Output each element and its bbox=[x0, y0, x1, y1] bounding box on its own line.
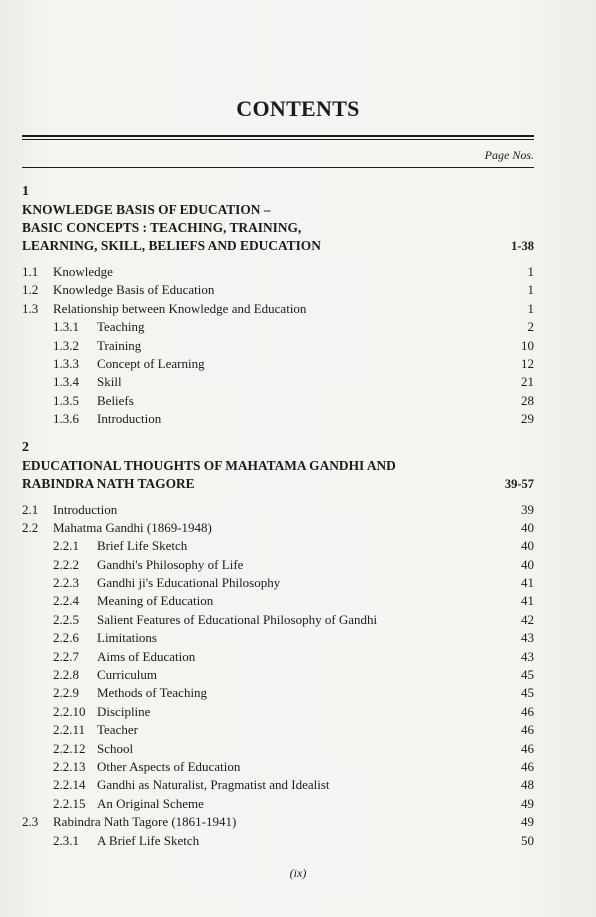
section-number: 1.3.5 bbox=[53, 392, 79, 408]
section-title: Other Aspects of Education bbox=[97, 758, 241, 774]
toc-entry[interactable] bbox=[22, 263, 534, 281]
section-page-number: 40 bbox=[521, 538, 534, 554]
section-title: Gandhi's Philosophy of Life bbox=[97, 556, 244, 572]
toc-entry[interactable] bbox=[22, 574, 534, 592]
section-title: Curriculum bbox=[97, 667, 157, 683]
section-page-number: 50 bbox=[521, 832, 534, 848]
section-number: 2.2.15 bbox=[53, 795, 86, 811]
chapter-title-line: BASIC CONCEPTS : TEACHING, TRAINING, bbox=[22, 220, 302, 235]
toc-entry[interactable] bbox=[22, 556, 534, 574]
header-rule-thin bbox=[22, 139, 534, 140]
section-page-number: 28 bbox=[521, 392, 534, 408]
section-title: A Brief Life Sketch bbox=[97, 832, 200, 848]
section-title: Gandhi as Naturalist, Pragmatist and Idealist bbox=[97, 777, 330, 793]
toc-entry[interactable] bbox=[22, 740, 534, 758]
section-page-number: 1 bbox=[527, 300, 534, 316]
toc-entry[interactable] bbox=[22, 281, 534, 299]
section-page-number: 46 bbox=[521, 722, 534, 738]
section-number: 2.2.1 bbox=[53, 538, 79, 554]
section-page-number: 46 bbox=[521, 703, 534, 719]
section-title: Knowledge bbox=[53, 264, 113, 279]
section-number: 2.2.3 bbox=[53, 575, 79, 591]
section-title: Training bbox=[97, 337, 142, 353]
toc-entry[interactable] bbox=[22, 832, 534, 850]
chapter-number: 1 bbox=[22, 184, 29, 199]
toc-entry[interactable] bbox=[22, 813, 534, 831]
section-number: 2.3 bbox=[22, 814, 39, 830]
toc-entry[interactable] bbox=[22, 684, 534, 702]
section-page-number: 21 bbox=[521, 374, 534, 390]
section-title: Skill bbox=[97, 374, 122, 390]
section-title: Limitations bbox=[97, 630, 157, 646]
section-page-number: 46 bbox=[521, 740, 534, 756]
section-title: Teacher bbox=[97, 722, 138, 738]
section-page-number: 10 bbox=[521, 337, 534, 353]
section-page-number: 49 bbox=[521, 814, 534, 830]
chapter-number: 2 bbox=[22, 439, 29, 455]
section-page-number: 1 bbox=[527, 282, 534, 298]
header-rule-bottom bbox=[22, 167, 534, 168]
chapter-2 bbox=[22, 439, 534, 850]
section-number: 1.2 bbox=[22, 282, 39, 298]
section-page-number: 12 bbox=[521, 355, 534, 371]
toc-entry[interactable] bbox=[22, 592, 534, 610]
toc-entry[interactable] bbox=[22, 392, 534, 410]
section-page-number: 41 bbox=[521, 575, 534, 591]
section-title: School bbox=[97, 740, 134, 756]
section-page-number: 40 bbox=[521, 556, 534, 572]
chapter-title-line: KNOWLEDGE BASIS OF EDUCATION – bbox=[22, 202, 271, 217]
toc-entry[interactable] bbox=[22, 519, 534, 537]
section-title: Discipline bbox=[97, 703, 151, 719]
section-page-number: 43 bbox=[521, 630, 534, 646]
toc-entry[interactable] bbox=[22, 776, 534, 794]
section-page-number: 45 bbox=[521, 667, 534, 683]
section-title: Beliefs bbox=[97, 392, 134, 408]
section-number: 2.2.7 bbox=[53, 648, 79, 664]
chapter-title-line: LEARNING, SKILL, BELIEFS AND EDUCATION bbox=[22, 238, 321, 253]
page-nos-label: Page Nos. bbox=[484, 148, 534, 162]
toc-entry[interactable] bbox=[22, 795, 534, 813]
section-number: 2.2.14 bbox=[53, 777, 86, 793]
section-title: Mahatma Gandhi (1869-1948) bbox=[53, 519, 212, 535]
section-number: 2.2.11 bbox=[53, 722, 86, 738]
section-title: An Original Scheme bbox=[97, 795, 204, 811]
section-number: 1.3 bbox=[22, 300, 39, 316]
section-number: 2.2.2 bbox=[53, 556, 79, 572]
section-page-number: 43 bbox=[521, 648, 534, 664]
toc-entry[interactable] bbox=[22, 537, 534, 555]
section-title: Introduction bbox=[53, 501, 118, 517]
section-number: 2.2.9 bbox=[53, 685, 79, 701]
section-title: Concept of Learning bbox=[97, 355, 205, 371]
chapter-title-line: EDUCATIONAL THOUGHTS OF MAHATAMA GANDHI AND bbox=[22, 457, 396, 473]
toc-entry[interactable] bbox=[22, 410, 534, 428]
chapter-title[interactable] bbox=[22, 201, 534, 255]
section-number: 1.3.2 bbox=[53, 337, 79, 353]
toc-entry[interactable] bbox=[22, 300, 534, 318]
chapter-1 bbox=[22, 183, 534, 429]
section-page-number: 29 bbox=[521, 411, 534, 427]
section-page-number: 45 bbox=[521, 685, 534, 701]
section-number: 2.2.5 bbox=[53, 611, 79, 627]
section-number: 2.2.12 bbox=[53, 740, 86, 756]
section-number: 2.3.1 bbox=[53, 832, 79, 848]
section-number: 2.2.10 bbox=[53, 703, 86, 719]
section-page-number: 49 bbox=[521, 795, 534, 811]
page-title: CONTENTS bbox=[236, 96, 360, 121]
chapter-title-line: RABINDRA NATH TAGORE bbox=[22, 475, 195, 491]
section-page-number: 39 bbox=[521, 501, 534, 517]
header-rule-thick bbox=[22, 135, 534, 137]
table-of-contents bbox=[22, 183, 534, 850]
toc-entry[interactable] bbox=[22, 703, 534, 721]
toc-entry[interactable] bbox=[22, 501, 534, 519]
chapter-title[interactable] bbox=[22, 457, 534, 493]
section-number: 1.3.3 bbox=[53, 355, 79, 371]
chapter-page-range: 1-38 bbox=[511, 239, 534, 253]
section-title: Meaning of Education bbox=[97, 593, 214, 609]
section-number: 1.3.4 bbox=[53, 374, 79, 390]
section-number: 2.2 bbox=[22, 519, 39, 535]
toc-entry[interactable] bbox=[22, 721, 534, 739]
section-page-number: 41 bbox=[521, 593, 534, 609]
section-number: 2.2.8 bbox=[53, 667, 79, 683]
section-page-number: 42 bbox=[521, 611, 534, 627]
toc-entry[interactable] bbox=[22, 648, 534, 666]
section-title: Aims of Education bbox=[97, 648, 196, 664]
section-title: Rabindra Nath Tagore (1861-1941) bbox=[53, 814, 237, 830]
toc-entry[interactable] bbox=[22, 373, 534, 391]
section-number: 2.2.4 bbox=[53, 593, 79, 609]
section-title: Salient Features of Educational Philosophy of Gandhi bbox=[97, 611, 378, 627]
section-title: Introduction bbox=[97, 411, 162, 427]
section-number: 1.1 bbox=[22, 264, 39, 279]
toc-entry[interactable] bbox=[22, 355, 534, 373]
section-number: 2.2.6 bbox=[53, 630, 79, 646]
toc-entry[interactable] bbox=[22, 629, 534, 647]
section-page-number: 1 bbox=[527, 264, 534, 279]
section-title: Gandhi ji's Educational Philosophy bbox=[97, 575, 281, 591]
section-page-number: 46 bbox=[521, 758, 534, 774]
toc-entry[interactable] bbox=[22, 666, 534, 684]
toc-entry[interactable] bbox=[22, 318, 534, 336]
section-title: Methods of Teaching bbox=[97, 685, 208, 701]
chapter-page-range: 39-57 bbox=[504, 476, 534, 491]
section-page-number: 2 bbox=[527, 319, 534, 335]
section-page-number: 40 bbox=[521, 519, 534, 535]
toc-entry[interactable] bbox=[22, 758, 534, 776]
section-page-number: 48 bbox=[521, 777, 534, 793]
section-title: Teaching bbox=[97, 319, 145, 335]
section-title: Knowledge Basis of Education bbox=[53, 282, 215, 298]
section-title: Relationship between Knowledge and Education bbox=[53, 300, 307, 316]
toc-entry[interactable] bbox=[22, 611, 534, 629]
section-title: Brief Life Sketch bbox=[97, 538, 188, 554]
page-number-footer: (ix) bbox=[289, 866, 307, 880]
section-number: 2.1 bbox=[22, 501, 39, 517]
section-number: 2.2.13 bbox=[53, 758, 86, 774]
section-number: 1.3.6 bbox=[53, 411, 79, 427]
section-number: 1.3.1 bbox=[53, 319, 79, 335]
toc-entry[interactable] bbox=[22, 337, 534, 355]
